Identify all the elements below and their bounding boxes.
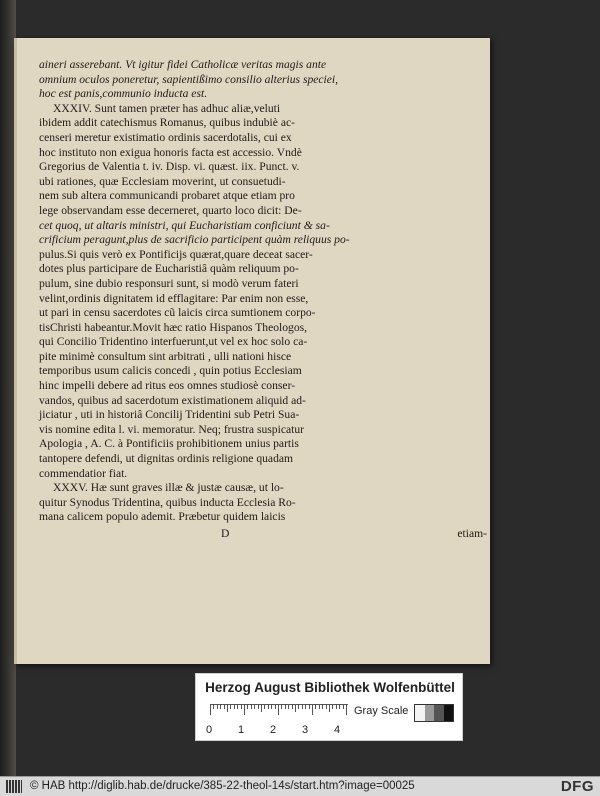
ruler-tick (302, 705, 303, 709)
ruler-tick (271, 705, 272, 709)
text-line: dotes plus participare de Eucharistiâ quàm reliquum po- (39, 262, 299, 276)
ruler-tick (326, 705, 327, 709)
ruler-tick (336, 705, 337, 709)
text-line: velint,ordinis dignitatem id efflagitare: Par enim non esse, (39, 291, 309, 305)
text-line: pulus.Si quis verò ex Pontificijs quærat,quare deceat sacer- (39, 247, 313, 261)
text-line: pulum, sine dubio responsuri sunt, si modò verum fateri (39, 276, 299, 290)
ruler-tick (220, 705, 221, 709)
hab-logo-icon (6, 780, 22, 793)
text-line: nem sub altera communicandi probaret atque etiam pro (39, 189, 295, 203)
ruler-number: 4 (334, 724, 341, 736)
ruler-tick (247, 705, 248, 709)
ruler-tick (295, 705, 296, 712)
ruler-numbers (206, 724, 356, 738)
ruler-tick (264, 705, 265, 709)
ruler-tick (234, 705, 235, 709)
ruler-number: 2 (270, 724, 277, 736)
ruler-tick (305, 705, 306, 709)
ruler-tick (285, 705, 286, 709)
ruler-tick (319, 705, 320, 709)
ruler-tick (213, 705, 214, 709)
ruler-tick (230, 705, 231, 709)
text-line: censeri meretur existimatio ordinis sacerdotalis, cui ex (39, 130, 292, 144)
ruler-tick (251, 705, 252, 709)
text-line: mana calicem populo ademit. Præbetur quidem laicis (39, 510, 286, 524)
scale-ruler (210, 704, 348, 714)
dfg-logo: DFG (560, 778, 594, 795)
ruler-number: 3 (302, 724, 309, 736)
book-page (14, 38, 490, 664)
ruler-tick (329, 705, 330, 712)
ruler-tick (281, 705, 282, 709)
ruler-tick (292, 705, 293, 709)
ruler-tick (224, 705, 225, 709)
ruler-tick (254, 705, 255, 709)
ruler-tick (268, 705, 269, 709)
gray-swatch (434, 705, 444, 721)
gray-swatch (425, 705, 435, 721)
footer-bar (0, 776, 600, 796)
library-name: Herzog August Bibliothek Wolfenbüttel (205, 680, 455, 695)
ruler-tick (322, 705, 323, 709)
text-line: ut pari in censu sacerdotes cũ laicis circa sumtionem corpo- (39, 306, 316, 320)
text-line: pite minimè consultum sint arbitrati , ulli nationi hisce (39, 349, 292, 363)
page-signature-row (39, 527, 487, 542)
gray-scale-swatches (414, 704, 454, 722)
paragraph-xxxiv (39, 102, 487, 481)
text-line: hinc impelli debere ad ritus eos omnes studiosè conser- (39, 379, 296, 393)
ruler-tick (244, 705, 245, 715)
ruler-tick (278, 705, 279, 715)
text-line: commendatior fiat. (39, 466, 128, 480)
text-line: quitur Synodus Tridentina, quibus inducta Ecclesia Ro- (39, 495, 296, 509)
ruler-tick (343, 705, 344, 709)
ruler-number: 0 (206, 724, 213, 736)
ruler-tick (261, 705, 262, 712)
text-line: omnium oculos poneretur, sapientißimo consilio alterius speciei, (39, 72, 339, 86)
text-line: tantopere defendi, ut dignitas ordinis religione quadam (39, 452, 294, 466)
copyright-url[interactable]: © HAB http://diglib.hab.de/drucke/385-22-theol-14s/start.htm?image=00025 (30, 780, 415, 792)
text-line: cet quoq, ut altaris ministri, qui Eucharistiam conficiunt & sa- (39, 218, 330, 232)
text-line: vis nomine edita l. vi. memoratur. Neq; frustra suspicatur (39, 422, 304, 436)
text-line: vandos, quibus ad sacerdotum existimationem aliquid ad- (39, 393, 306, 407)
signature-mark: D (221, 527, 230, 540)
ruler-tick (315, 705, 316, 709)
text-line: aineri asserebant. Vt igitur fidei Catholicæ veritas magis ante (39, 58, 327, 71)
ruler-tick (346, 705, 347, 715)
catchword: etiam- (457, 527, 487, 540)
ruler-tick (275, 705, 276, 709)
ruler-tick (237, 705, 238, 709)
text-line: hoc est panis,communio inducta est. (39, 87, 208, 101)
ruler-tick (288, 705, 289, 709)
ruler-tick (332, 705, 333, 709)
ruler-tick (309, 705, 310, 709)
text-line: qui Concilio Tridentino interfuerunt,ut vel ex hoc solo ca- (39, 335, 308, 349)
text-line: ubi rationes, quæ Ecclesiam moverint, ut consuetudi- (39, 174, 286, 188)
ruler-number: 1 (238, 724, 245, 736)
library-color-card (195, 673, 463, 741)
ruler-tick (312, 705, 313, 715)
ruler-tick (339, 705, 340, 709)
ruler-tick (227, 705, 228, 712)
gray-swatch (444, 705, 454, 721)
text-line: temporibus usum calicis concedi , quin potius Ecclesiam (39, 364, 302, 378)
text-line: hoc instituto non exigua honoris facta est accessio. Vndè (39, 145, 302, 159)
text-line: crificium peragunt,plus de sacrificio participent quàm reliquus po- (39, 233, 350, 247)
paragraph-xxxv (39, 481, 487, 525)
page-text (39, 58, 487, 542)
text-line: jiciatur , uti in historiâ Concilij Tridentini sub Petri Sua- (39, 408, 300, 422)
ruler-tick (258, 705, 259, 709)
text-line: XXXIV. Sunt tamen præter has adhuc aliæ,veluti (53, 101, 281, 115)
text-line: ibidem addit catechismus Romanus, quibus indubiè ac- (39, 116, 295, 130)
text-line: XXXV. Hæ sunt graves illæ & justæ causæ, ut lo- (53, 481, 284, 495)
gray-scale-label: Gray Scale (354, 705, 409, 717)
ruler-tick (217, 705, 218, 709)
text-line: Gregorius de Valentia t. iv. Disp. vi. quæst. iix. Punct. v. (39, 160, 300, 174)
text-line: tisChristi habeantur.Movit hæc ratio Hispanos Theologos, (39, 320, 308, 334)
gray-swatch (415, 705, 425, 721)
ruler-tick (210, 705, 211, 715)
text-line: lege observandam esse decerneret, quarto loco dicit: De- (39, 203, 302, 217)
ruler-tick (298, 705, 299, 709)
ruler-tick (241, 705, 242, 709)
text-line: Apologia , A. C. à Pontificiis prohibitionem unius partis (39, 437, 299, 451)
